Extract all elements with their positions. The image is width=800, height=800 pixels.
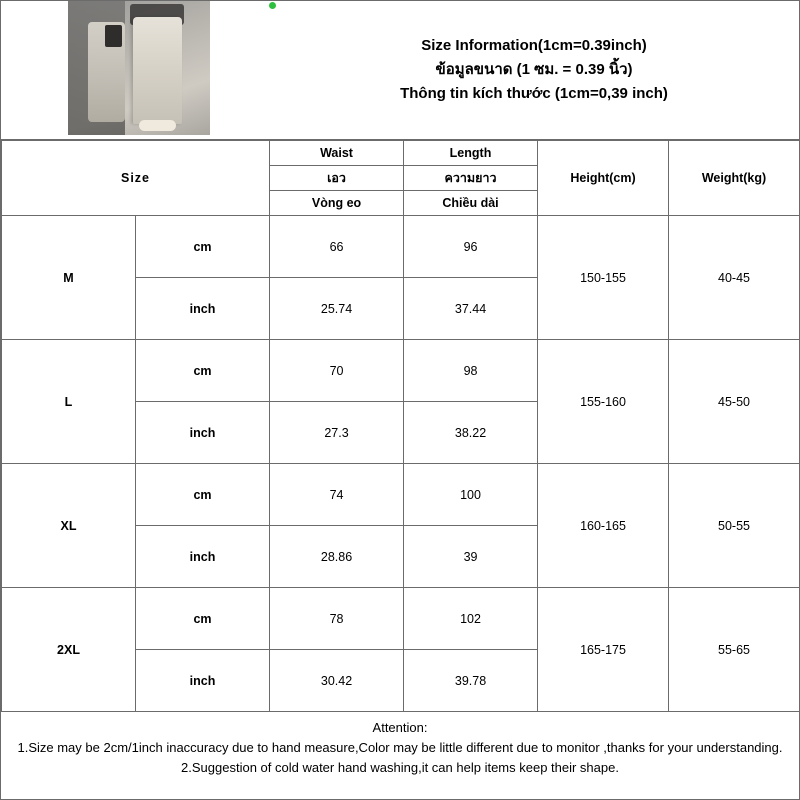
status-dot-icon xyxy=(269,2,276,9)
weight-2xl: 55-65 xyxy=(669,588,800,712)
waist-cm-l: 70 xyxy=(270,340,404,402)
height-xl: 160-165 xyxy=(538,464,669,588)
header-length-th: ความยาว xyxy=(404,166,538,191)
waist-inch-xl: 28.86 xyxy=(270,526,404,588)
title-thai: ข้อมูลขนาด (1 ซม. = 0.39 นิ้ว) xyxy=(435,61,633,78)
height-l: 155-160 xyxy=(538,340,669,464)
header-waist-en: Waist xyxy=(270,141,404,166)
weight-xl: 50-55 xyxy=(669,464,800,588)
product-photo-image xyxy=(68,1,210,135)
header-weight: Weight(kg) xyxy=(669,141,800,216)
length-inch-2xl: 39.78 xyxy=(404,650,538,712)
photo-pants-main xyxy=(133,17,181,124)
header-waist-th: เอว xyxy=(270,166,404,191)
size-label-m: M xyxy=(2,216,136,340)
table-row xyxy=(2,340,800,402)
header-waist-vi: Vòng eo xyxy=(270,191,404,216)
photo-shoes xyxy=(139,120,176,131)
title-english: Size Information(1cm=0.39inch) xyxy=(421,37,647,54)
header-length-en: Length xyxy=(404,141,538,166)
table-header-row-1 xyxy=(2,141,800,166)
weight-m: 40-45 xyxy=(669,216,800,340)
waist-inch-2xl: 30.42 xyxy=(270,650,404,712)
header-size: Size xyxy=(2,141,270,216)
size-label-xl: XL xyxy=(2,464,136,588)
unit-cm: cm xyxy=(136,588,270,650)
size-table xyxy=(1,140,800,712)
weight-l: 45-50 xyxy=(669,340,800,464)
waist-cm-2xl: 78 xyxy=(270,588,404,650)
length-inch-m: 37.44 xyxy=(404,278,538,340)
unit-cm: cm xyxy=(136,464,270,526)
length-inch-xl: 39 xyxy=(404,526,538,588)
unit-cm: cm xyxy=(136,340,270,402)
length-cm-m: 96 xyxy=(404,216,538,278)
table-row xyxy=(2,464,800,526)
header-length-vi: Chiều dài xyxy=(404,191,538,216)
chart-header xyxy=(1,1,799,140)
product-photo xyxy=(1,1,269,139)
header-height: Height(cm) xyxy=(538,141,669,216)
table-row xyxy=(2,216,800,278)
waist-cm-m: 66 xyxy=(270,216,404,278)
waist-inch-l: 27.3 xyxy=(270,402,404,464)
length-inch-l: 38.22 xyxy=(404,402,538,464)
height-2xl: 165-175 xyxy=(538,588,669,712)
unit-inch: inch xyxy=(136,526,270,588)
length-cm-l: 98 xyxy=(404,340,538,402)
title-vietnamese: Thông tin kích thước (1cm=0,39 inch) xyxy=(400,85,668,102)
waist-inch-m: 25.74 xyxy=(270,278,404,340)
attention-line-1: 1.Size may be 2cm/1inch inaccuracy due to hand measure,Color may be little different due to monitor ,thanks for your understanding. xyxy=(17,740,783,755)
unit-inch: inch xyxy=(136,402,270,464)
unit-cm: cm xyxy=(136,216,270,278)
height-m: 150-155 xyxy=(538,216,669,340)
table-row xyxy=(2,588,800,650)
length-cm-2xl: 102 xyxy=(404,588,538,650)
length-cm-xl: 100 xyxy=(404,464,538,526)
attention-line-2: 2.Suggestion of cold water hand washing,it can help items keep their shape. xyxy=(181,760,619,775)
size-label-l: L xyxy=(2,340,136,464)
unit-inch: inch xyxy=(136,650,270,712)
waist-cm-xl: 74 xyxy=(270,464,404,526)
attention-block xyxy=(1,712,799,786)
chart-title-block xyxy=(269,1,799,139)
photo-bag xyxy=(105,25,122,46)
attention-title: Attention: xyxy=(372,720,428,735)
unit-inch: inch xyxy=(136,278,270,340)
size-label-2xl: 2XL xyxy=(2,588,136,712)
